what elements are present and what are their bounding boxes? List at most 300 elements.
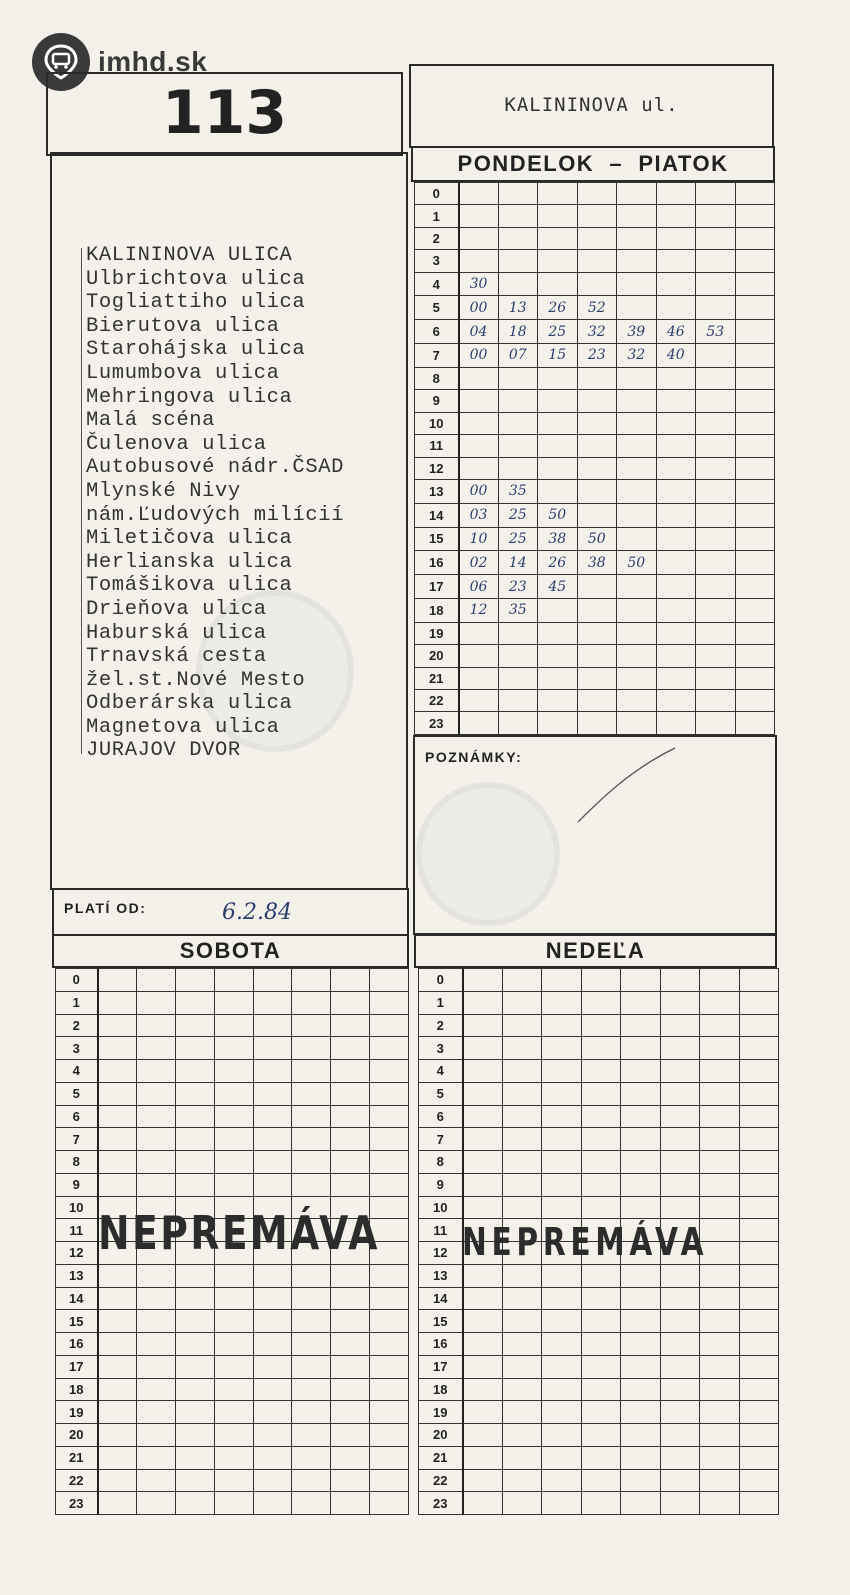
minute-cell xyxy=(700,969,740,992)
minute-cell xyxy=(370,1378,409,1401)
minute-cell xyxy=(735,412,775,434)
stop-item: Starohájska ulica xyxy=(86,338,306,362)
stop-item: Odberárska ulica xyxy=(86,692,293,716)
minute-cell xyxy=(656,183,696,205)
minute-cell xyxy=(136,1355,175,1378)
minute-cell xyxy=(175,1492,214,1515)
minute-cell xyxy=(98,1264,137,1287)
minute-cell: 25 xyxy=(498,527,538,551)
minute-cell xyxy=(696,712,736,735)
minute-cell xyxy=(463,1492,503,1515)
stop-item: Magnetova ulica xyxy=(86,715,280,739)
minute-cell xyxy=(739,1424,779,1447)
minute-cell xyxy=(581,1037,621,1060)
minute-cell xyxy=(739,1128,779,1151)
minute-cell xyxy=(136,1424,175,1447)
minute-cell xyxy=(617,667,657,689)
timetable-row xyxy=(56,1264,409,1287)
minute-cell xyxy=(253,1264,292,1287)
timetable-row xyxy=(415,712,775,735)
hour-cell: 3 xyxy=(56,1037,98,1060)
minute-cell xyxy=(621,1264,661,1287)
minute-cell: 46 xyxy=(656,320,696,344)
minute-cell xyxy=(660,1310,700,1333)
minute-cell xyxy=(498,205,538,227)
minute-cell xyxy=(459,457,499,479)
minute-cell xyxy=(498,227,538,249)
stop-item: Miletičova ulica xyxy=(86,527,293,551)
minute-cell xyxy=(253,1151,292,1174)
minute-cell xyxy=(617,205,657,227)
minute-cell: 32 xyxy=(577,320,617,344)
minute-cell xyxy=(621,1037,661,1060)
minute-cell xyxy=(656,227,696,249)
minute-cell xyxy=(621,1128,661,1151)
minute-cell xyxy=(136,1446,175,1469)
minute-cell xyxy=(214,1151,253,1174)
hour-cell: 23 xyxy=(419,1492,463,1515)
stop-item: Haburská ulica xyxy=(86,621,267,645)
minute-cell xyxy=(463,1060,503,1083)
hour-cell: 11 xyxy=(419,1219,463,1242)
minute-cell xyxy=(581,1128,621,1151)
minute-cell xyxy=(331,1037,370,1060)
minute-cell xyxy=(617,272,657,296)
minute-cell xyxy=(463,1401,503,1424)
stop-item: nám.Ľudových milícií xyxy=(86,503,345,527)
minute-cell xyxy=(542,1173,582,1196)
timetable-row xyxy=(415,690,775,712)
hour-cell: 9 xyxy=(419,1173,463,1196)
hour-cell: 19 xyxy=(56,1401,98,1424)
minute-cell xyxy=(696,435,736,457)
timetable-row xyxy=(419,1469,779,1492)
hour-cell: 0 xyxy=(415,183,459,205)
minute-cell xyxy=(175,1105,214,1128)
stop-title: KALININOVA ul. xyxy=(504,94,679,116)
minute-cell xyxy=(214,1469,253,1492)
timetable-row xyxy=(415,503,775,527)
minute-cell xyxy=(739,1333,779,1356)
minute-cell xyxy=(370,1037,409,1060)
minute-cell xyxy=(700,1264,740,1287)
minute-cell xyxy=(502,1469,542,1492)
minute-cell xyxy=(253,1037,292,1060)
minute-cell xyxy=(502,1333,542,1356)
timetable-row xyxy=(415,205,775,227)
minute-cell xyxy=(735,296,775,320)
minute-cell xyxy=(621,1287,661,1310)
timetable-row xyxy=(415,551,775,575)
minute-cell xyxy=(136,1264,175,1287)
hour-cell: 16 xyxy=(419,1333,463,1356)
minute-cell: 13 xyxy=(498,296,538,320)
minute-cell xyxy=(463,1082,503,1105)
minute-cell xyxy=(542,1287,582,1310)
hour-cell: 20 xyxy=(415,645,459,667)
minute-cell xyxy=(98,1333,137,1356)
minute-cell xyxy=(502,1424,542,1447)
minute-cell xyxy=(660,1355,700,1378)
minute-cell xyxy=(542,1151,582,1174)
minute-cell xyxy=(502,991,542,1014)
minute-cell xyxy=(542,1446,582,1469)
hour-cell: 3 xyxy=(419,1037,463,1060)
minute-cell xyxy=(660,1060,700,1083)
minute-cell xyxy=(502,969,542,992)
hour-cell: 0 xyxy=(56,969,98,992)
minute-cell xyxy=(542,1128,582,1151)
minute-cell xyxy=(577,250,617,272)
minute-cell xyxy=(253,1128,292,1151)
minute-cell xyxy=(696,183,736,205)
stop-item: Tomášikova ulica xyxy=(86,574,293,598)
minute-cell xyxy=(700,1333,740,1356)
minute-cell xyxy=(292,1082,331,1105)
timetable-row xyxy=(419,1333,779,1356)
minute-cell xyxy=(98,1105,137,1128)
minute-cell xyxy=(538,479,578,503)
minute-cell xyxy=(739,1219,779,1242)
hour-cell: 20 xyxy=(56,1424,98,1447)
minute-cell xyxy=(617,457,657,479)
minute-cell xyxy=(735,667,775,689)
hour-cell: 21 xyxy=(419,1446,463,1469)
timetable-row xyxy=(56,1014,409,1037)
minute-cell xyxy=(581,1082,621,1105)
hour-cell: 9 xyxy=(415,390,459,412)
minute-cell xyxy=(700,1082,740,1105)
minute-cell xyxy=(253,1060,292,1083)
minute-cell xyxy=(502,1082,542,1105)
minute-cell xyxy=(459,435,499,457)
minute-cell xyxy=(370,1060,409,1083)
minute-cell xyxy=(331,1310,370,1333)
hour-cell: 16 xyxy=(415,551,459,575)
minute-cell xyxy=(577,667,617,689)
minute-cell xyxy=(136,1469,175,1492)
minute-cell xyxy=(136,1037,175,1060)
minute-cell xyxy=(175,1173,214,1196)
stop-item: Čulenova ulica xyxy=(86,432,267,456)
minute-cell xyxy=(498,183,538,205)
stop-item: Togliattiho ulica xyxy=(86,291,306,315)
minute-cell: 00 xyxy=(459,344,499,368)
minute-cell: 26 xyxy=(538,551,578,575)
minute-cell: 45 xyxy=(538,575,578,599)
minute-cell xyxy=(621,1355,661,1378)
minute-cell xyxy=(542,1469,582,1492)
hour-cell: 5 xyxy=(415,296,459,320)
minute-cell xyxy=(700,1060,740,1083)
minute-cell xyxy=(463,1128,503,1151)
minute-cell: 26 xyxy=(538,296,578,320)
minute-cell xyxy=(214,969,253,992)
minute-cell xyxy=(577,622,617,644)
hour-cell: 20 xyxy=(419,1424,463,1447)
minute-cell xyxy=(214,1378,253,1401)
minute-cell xyxy=(700,1424,740,1447)
minute-cell xyxy=(581,1264,621,1287)
minute-cell: 04 xyxy=(459,320,499,344)
minute-cell xyxy=(739,1264,779,1287)
minute-cell xyxy=(739,1242,779,1265)
minute-cell xyxy=(621,1196,661,1219)
minute-cell xyxy=(621,1151,661,1174)
minute-cell xyxy=(700,1355,740,1378)
minute-cell xyxy=(735,205,775,227)
minute-cell xyxy=(621,1378,661,1401)
minute-cell xyxy=(617,435,657,457)
stop-item: KALININOVA ULICA xyxy=(86,244,293,267)
minute-cell xyxy=(656,622,696,644)
minute-cell xyxy=(542,1424,582,1447)
minute-cell xyxy=(739,1037,779,1060)
minute-cell xyxy=(498,412,538,434)
minute-cell xyxy=(214,1014,253,1037)
minute-cell xyxy=(331,1264,370,1287)
minute-cell: 23 xyxy=(498,575,538,599)
minute-cell xyxy=(660,1492,700,1515)
minute-cell xyxy=(656,250,696,272)
minute-cell xyxy=(136,1492,175,1515)
minute-cell xyxy=(581,1424,621,1447)
timetable-row xyxy=(56,1037,409,1060)
minute-cell xyxy=(656,390,696,412)
minute-cell xyxy=(370,1151,409,1174)
minute-cell xyxy=(696,527,736,551)
hour-cell: 6 xyxy=(419,1105,463,1128)
minute-cell xyxy=(331,1014,370,1037)
minute-cell xyxy=(735,622,775,644)
minute-cell xyxy=(463,1310,503,1333)
minute-cell xyxy=(696,598,736,622)
minute-cell xyxy=(696,551,736,575)
minute-cell: 18 xyxy=(498,320,538,344)
minute-cell xyxy=(370,1264,409,1287)
minute-cell xyxy=(459,412,499,434)
minute-cell xyxy=(617,690,657,712)
minute-cell xyxy=(331,1492,370,1515)
timetable-row xyxy=(56,1173,409,1196)
minute-cell: 53 xyxy=(696,320,736,344)
minute-cell xyxy=(542,1105,582,1128)
minute-cell xyxy=(463,1378,503,1401)
minute-cell: 07 xyxy=(498,344,538,368)
minute-cell xyxy=(617,598,657,622)
minute-cell xyxy=(538,272,578,296)
minute-cell xyxy=(538,412,578,434)
minute-cell xyxy=(735,712,775,735)
minute-cell xyxy=(136,1310,175,1333)
minute-cell xyxy=(459,250,499,272)
hour-cell: 12 xyxy=(419,1242,463,1265)
minute-cell xyxy=(577,183,617,205)
minute-cell xyxy=(175,1355,214,1378)
hour-cell: 11 xyxy=(56,1219,98,1242)
hour-cell: 9 xyxy=(56,1173,98,1196)
minute-cell xyxy=(735,527,775,551)
minute-cell xyxy=(542,1196,582,1219)
minute-cell xyxy=(735,183,775,205)
stop-item: Herlianska ulica xyxy=(86,550,293,574)
hour-cell: 4 xyxy=(419,1060,463,1083)
minute-cell xyxy=(735,598,775,622)
minute-cell xyxy=(253,1173,292,1196)
timetable-row xyxy=(415,435,775,457)
minute-cell xyxy=(660,1446,700,1469)
minute-cell xyxy=(498,457,538,479)
minute-cell xyxy=(253,1355,292,1378)
timetable-row xyxy=(419,1196,779,1219)
minute-cell xyxy=(617,390,657,412)
hour-cell: 5 xyxy=(419,1082,463,1105)
minute-cell xyxy=(463,1196,503,1219)
minute-cell xyxy=(175,1264,214,1287)
minute-cell xyxy=(175,1469,214,1492)
minute-cell xyxy=(175,1287,214,1310)
minute-cell xyxy=(621,1173,661,1196)
minute-cell xyxy=(370,1014,409,1037)
valid-from-date: 6.2.84 xyxy=(222,900,292,925)
minute-cell xyxy=(98,1037,137,1060)
stop-name-box xyxy=(409,64,774,148)
minute-cell xyxy=(542,1355,582,1378)
minute-cell xyxy=(331,1469,370,1492)
hour-cell: 10 xyxy=(56,1196,98,1219)
timetable-row xyxy=(415,667,775,689)
minute-cell xyxy=(700,1128,740,1151)
hour-cell: 7 xyxy=(56,1128,98,1151)
minute-cell xyxy=(502,1492,542,1515)
hour-cell: 22 xyxy=(56,1469,98,1492)
minute-cell xyxy=(696,296,736,320)
timetable-row xyxy=(56,969,409,992)
hour-cell: 10 xyxy=(419,1196,463,1219)
minute-cell xyxy=(463,1173,503,1196)
minute-cell xyxy=(292,1378,331,1401)
minute-cell xyxy=(581,1492,621,1515)
minute-cell xyxy=(542,1082,582,1105)
minute-cell xyxy=(617,645,657,667)
minute-cell xyxy=(581,1469,621,1492)
minute-cell xyxy=(98,1378,137,1401)
stop-item: Drieňova ulica xyxy=(86,597,267,621)
minute-cell xyxy=(214,991,253,1014)
minute-cell xyxy=(98,1060,137,1083)
minute-cell xyxy=(463,1469,503,1492)
minute-cell xyxy=(577,575,617,599)
minute-cell xyxy=(292,1492,331,1515)
minute-cell xyxy=(253,1287,292,1310)
minute-cell xyxy=(660,1287,700,1310)
minute-cell xyxy=(136,1128,175,1151)
minute-cell xyxy=(660,1151,700,1174)
minute-cell xyxy=(214,1060,253,1083)
timetable-row xyxy=(56,1378,409,1401)
stops-line xyxy=(81,248,82,754)
minute-cell xyxy=(370,969,409,992)
minute-cell xyxy=(136,1378,175,1401)
timetable-row xyxy=(415,575,775,599)
minute-cell xyxy=(292,1310,331,1333)
minute-cell xyxy=(331,1128,370,1151)
minute-cell xyxy=(253,1105,292,1128)
minute-cell xyxy=(498,667,538,689)
minute-cell xyxy=(370,1310,409,1333)
minute-cell xyxy=(498,690,538,712)
hour-cell: 14 xyxy=(415,503,459,527)
minute-cell xyxy=(175,1128,214,1151)
route-number-box xyxy=(46,72,403,156)
minute-cell xyxy=(175,1333,214,1356)
minute-cell xyxy=(696,503,736,527)
logo-text: imhd.sk xyxy=(98,46,208,77)
minute-cell: 10 xyxy=(459,527,499,551)
minute-cell xyxy=(538,645,578,667)
timetable-row xyxy=(419,1401,779,1424)
minute-cell: 50 xyxy=(617,551,657,575)
minute-cell xyxy=(656,575,696,599)
minute-cell xyxy=(502,1151,542,1174)
minute-cell xyxy=(621,1401,661,1424)
minute-cell xyxy=(463,991,503,1014)
minute-cell xyxy=(463,1264,503,1287)
minute-cell xyxy=(656,598,696,622)
minute-cell xyxy=(577,457,617,479)
minute-cell xyxy=(292,969,331,992)
minute-cell xyxy=(253,1401,292,1424)
minute-cell xyxy=(331,1424,370,1447)
minute-cell xyxy=(656,205,696,227)
timetable-row xyxy=(415,645,775,667)
minute-cell xyxy=(696,344,736,368)
minute-cell xyxy=(498,367,538,389)
minute-cell xyxy=(459,205,499,227)
minute-cell xyxy=(370,1446,409,1469)
minute-cell xyxy=(136,1082,175,1105)
hour-cell: 2 xyxy=(415,227,459,249)
minute-cell xyxy=(656,479,696,503)
stop-item: Mehringova ulica xyxy=(86,385,293,409)
timetable-row xyxy=(56,1151,409,1174)
minute-cell xyxy=(617,227,657,249)
minute-cell xyxy=(292,1060,331,1083)
timetable-row xyxy=(56,1082,409,1105)
minute-cell xyxy=(292,1401,331,1424)
minute-cell xyxy=(331,1060,370,1083)
minute-cell xyxy=(175,1151,214,1174)
minute-cell xyxy=(696,412,736,434)
timetable-row xyxy=(419,991,779,1014)
minute-cell xyxy=(98,969,137,992)
minute-cell xyxy=(660,1014,700,1037)
minute-cell xyxy=(735,479,775,503)
minute-cell xyxy=(542,1014,582,1037)
timetable-row xyxy=(415,479,775,503)
minute-cell xyxy=(656,503,696,527)
minute-cell xyxy=(739,991,779,1014)
minute-cell xyxy=(577,503,617,527)
minute-cell xyxy=(370,991,409,1014)
hour-cell: 11 xyxy=(415,435,459,457)
hour-cell: 18 xyxy=(419,1378,463,1401)
timetable-row xyxy=(56,1401,409,1424)
minute-cell xyxy=(98,1082,137,1105)
minute-cell xyxy=(136,1333,175,1356)
minute-cell xyxy=(98,1492,137,1515)
minute-cell xyxy=(581,1105,621,1128)
